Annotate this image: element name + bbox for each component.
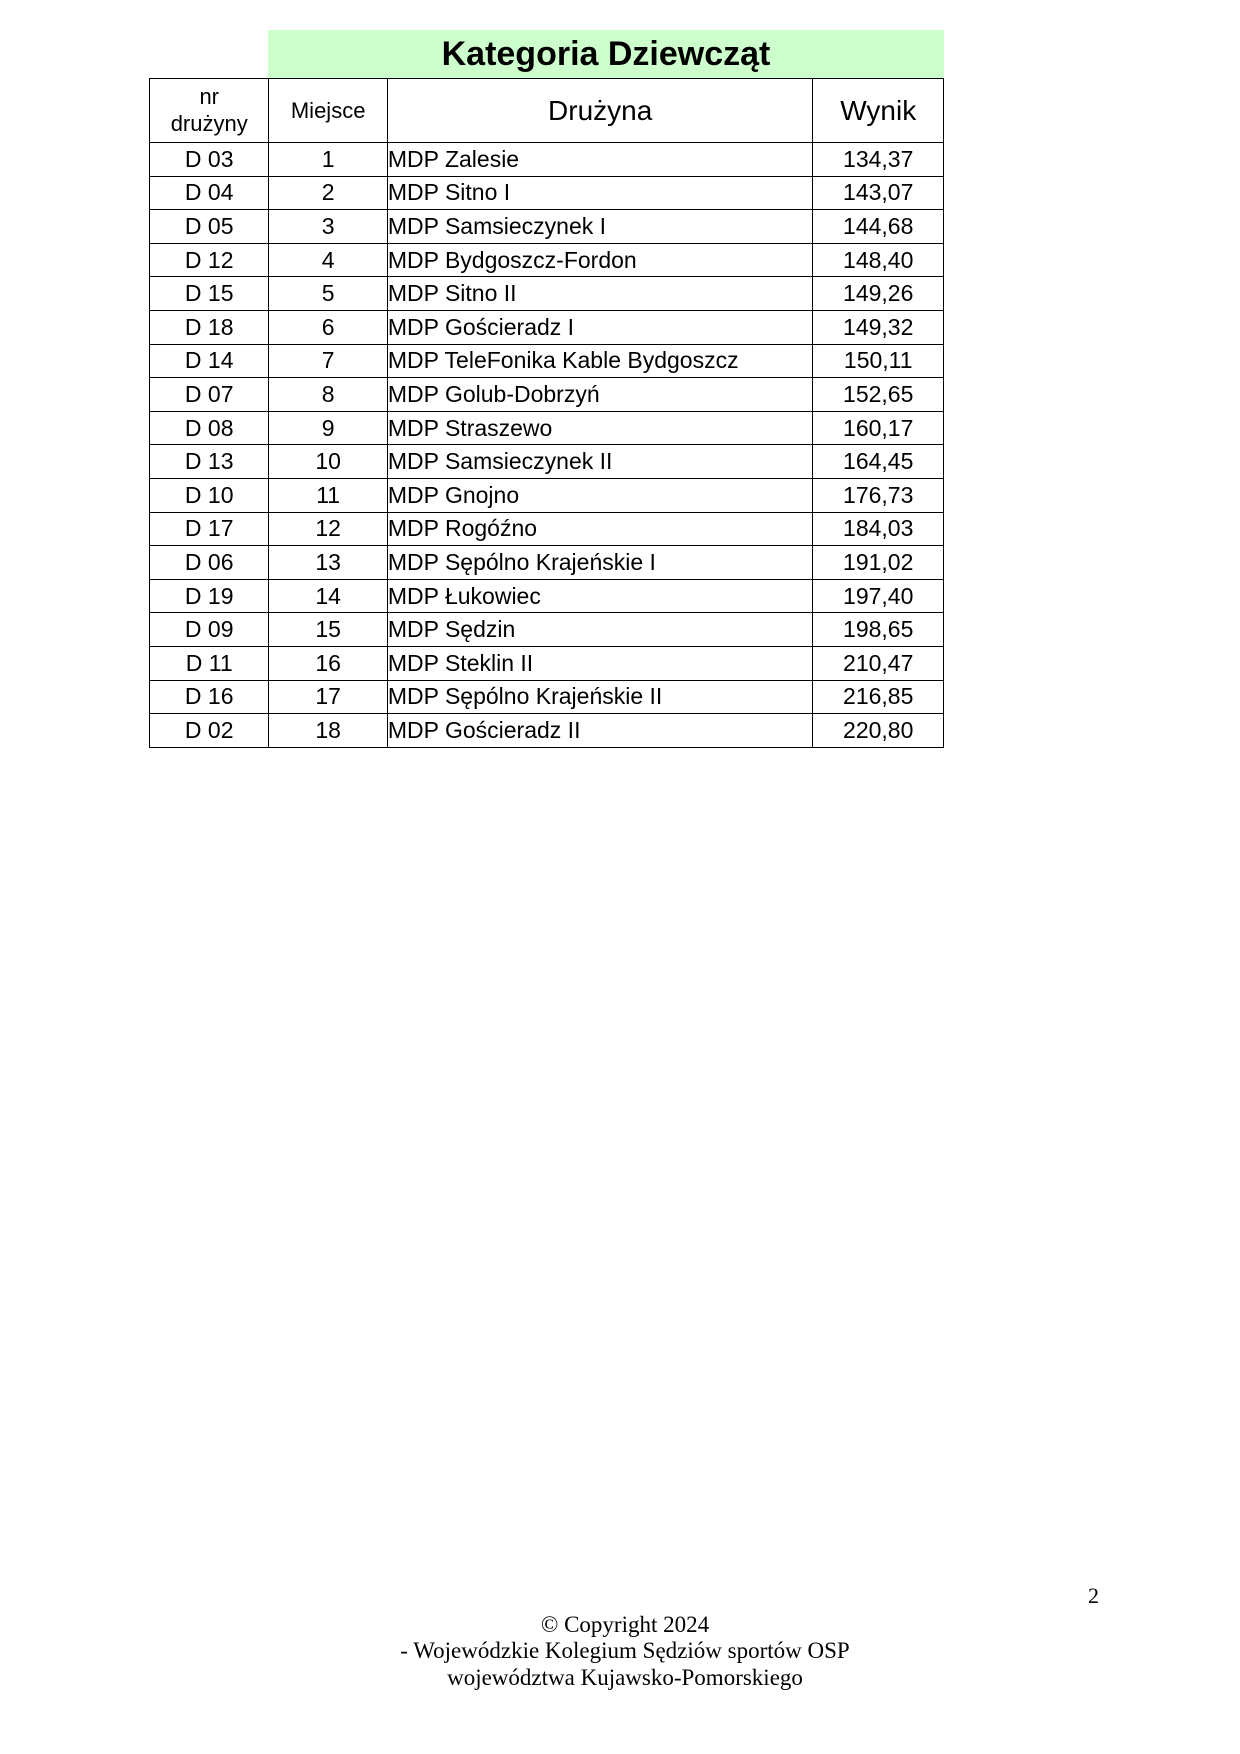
cell-place: 12: [269, 512, 387, 546]
cell-team-name: MDP TeleFonika Kable Bydgoszcz: [387, 344, 813, 378]
cell-place: 14: [269, 579, 387, 613]
cell-place: 3: [269, 210, 387, 244]
cell-place: 7: [269, 344, 387, 378]
table-row: [150, 143, 944, 177]
table-row: [150, 478, 944, 512]
cell-place: 18: [269, 714, 387, 748]
cell-team-name: MDP Sitno II: [387, 277, 813, 311]
cell-team-number: D 16: [150, 680, 269, 714]
cell-team-name: MDP Golub-Dobrzyń: [387, 378, 813, 412]
cell-team-number: D 09: [150, 613, 269, 647]
cell-team-name: MDP Sitno I: [387, 176, 813, 210]
cell-score: 150,11: [813, 344, 944, 378]
cell-team-number: D 12: [150, 243, 269, 277]
cell-team-number: D 10: [150, 478, 269, 512]
cell-team-name: MDP Samsieczynek I: [387, 210, 813, 244]
cell-team-name: MDP Sępólno Krajeńskie I: [387, 546, 813, 580]
page-number: 2: [1088, 1583, 1099, 1608]
cell-place: 4: [269, 243, 387, 277]
results-body: [150, 143, 944, 748]
table-row: [150, 445, 944, 479]
cell-score: 198,65: [813, 613, 944, 647]
cell-score: 149,32: [813, 310, 944, 344]
cell-team-name: MDP Rogóźno: [387, 512, 813, 546]
cell-place: 8: [269, 378, 387, 412]
header-team-number-line2: drużyny: [170, 110, 248, 136]
cell-place: 1: [269, 143, 387, 177]
cell-team-name: MDP Steklin II: [387, 646, 813, 680]
cell-score: 160,17: [813, 411, 944, 445]
cell-score: 144,68: [813, 210, 944, 244]
table-row: [150, 546, 944, 580]
cell-score: 134,37: [813, 143, 944, 177]
cell-team-name: MDP Sędzin: [387, 613, 813, 647]
cell-team-number: D 02: [150, 714, 269, 748]
cell-team-name: MDP Gnojno: [387, 478, 813, 512]
cell-score: 191,02: [813, 546, 944, 580]
table-row: [150, 512, 944, 546]
cell-place: 17: [269, 680, 387, 714]
table-row: [150, 411, 944, 445]
footer-region: województwa Kujawsko-Pomorskiego: [447, 1664, 803, 1690]
cell-team-number: D 06: [150, 546, 269, 580]
cell-team-name: MDP Samsieczynek II: [387, 445, 813, 479]
cell-team-name: MDP Gościeradz I: [387, 310, 813, 344]
table-row: [150, 243, 944, 277]
cell-score: 152,65: [813, 378, 944, 412]
header-team-number-line1: nr: [199, 84, 219, 110]
cell-place: 9: [269, 411, 387, 445]
table-row: [150, 579, 944, 613]
cell-score: 210,47: [813, 646, 944, 680]
cell-team-name: MDP Gościeradz II: [387, 714, 813, 748]
cell-score: 164,45: [813, 445, 944, 479]
footer-copyright: © Copyright 2024: [540, 1612, 710, 1637]
cell-score: 143,07: [813, 176, 944, 210]
cell-place: 10: [269, 445, 387, 479]
cell-team-number: D 04: [150, 176, 269, 210]
cell-team-number: D 14: [150, 344, 269, 378]
cell-team-number: D 17: [150, 512, 269, 546]
cell-place: 2: [269, 176, 387, 210]
footer-organization: - Wojewódzkie Kolegium Sędziów sportów OSP: [400, 1638, 850, 1664]
cell-team-number: D 05: [150, 210, 269, 244]
header-team: Drużyna: [387, 79, 813, 143]
category-title: [268, 30, 944, 78]
header-place: Miejsce: [269, 79, 387, 143]
table-row: [150, 310, 944, 344]
cell-team-number: D 18: [150, 310, 269, 344]
cell-team-number: D 15: [150, 277, 269, 311]
results-table: [149, 78, 944, 748]
table-row: [150, 378, 944, 412]
cell-score: 148,40: [813, 243, 944, 277]
cell-team-number: D 13: [150, 445, 269, 479]
table-row: [150, 210, 944, 244]
cell-score: 149,26: [813, 277, 944, 311]
cell-team-number: D 07: [150, 378, 269, 412]
table-row: [150, 646, 944, 680]
table-row: [150, 277, 944, 311]
table-row: [150, 344, 944, 378]
cell-score: 197,40: [813, 579, 944, 613]
cell-team-number: D 08: [150, 411, 269, 445]
cell-place: 11: [269, 478, 387, 512]
cell-score: 216,85: [813, 680, 944, 714]
cell-place: 5: [269, 277, 387, 311]
cell-score: 220,80: [813, 714, 944, 748]
cell-score: 176,73: [813, 478, 944, 512]
table-row: [150, 613, 944, 647]
table-row: [150, 176, 944, 210]
cell-team-name: MDP Bydgoszcz-Fordon: [387, 243, 813, 277]
table-row: [150, 680, 944, 714]
header-score: Wynik: [813, 79, 944, 143]
footer: [300, 1612, 950, 1691]
cell-score: 184,03: [813, 512, 944, 546]
cell-place: 15: [269, 613, 387, 647]
cell-team-number: D 03: [150, 143, 269, 177]
header-team-number: [150, 79, 269, 143]
cell-place: 6: [269, 310, 387, 344]
cell-team-name: MDP Łukowiec: [387, 579, 813, 613]
cell-team-name: MDP Zalesie: [387, 143, 813, 177]
table-row: [150, 714, 944, 748]
cell-team-number: D 11: [150, 646, 269, 680]
table-header-row: [150, 79, 944, 143]
cell-team-name: MDP Straszewo: [387, 411, 813, 445]
cell-team-number: D 19: [150, 579, 269, 613]
category-title-text: Kategoria Dziewcząt: [441, 34, 771, 73]
cell-team-name: MDP Sępólno Krajeńskie II: [387, 680, 813, 714]
cell-place: 13: [269, 546, 387, 580]
cell-place: 16: [269, 646, 387, 680]
